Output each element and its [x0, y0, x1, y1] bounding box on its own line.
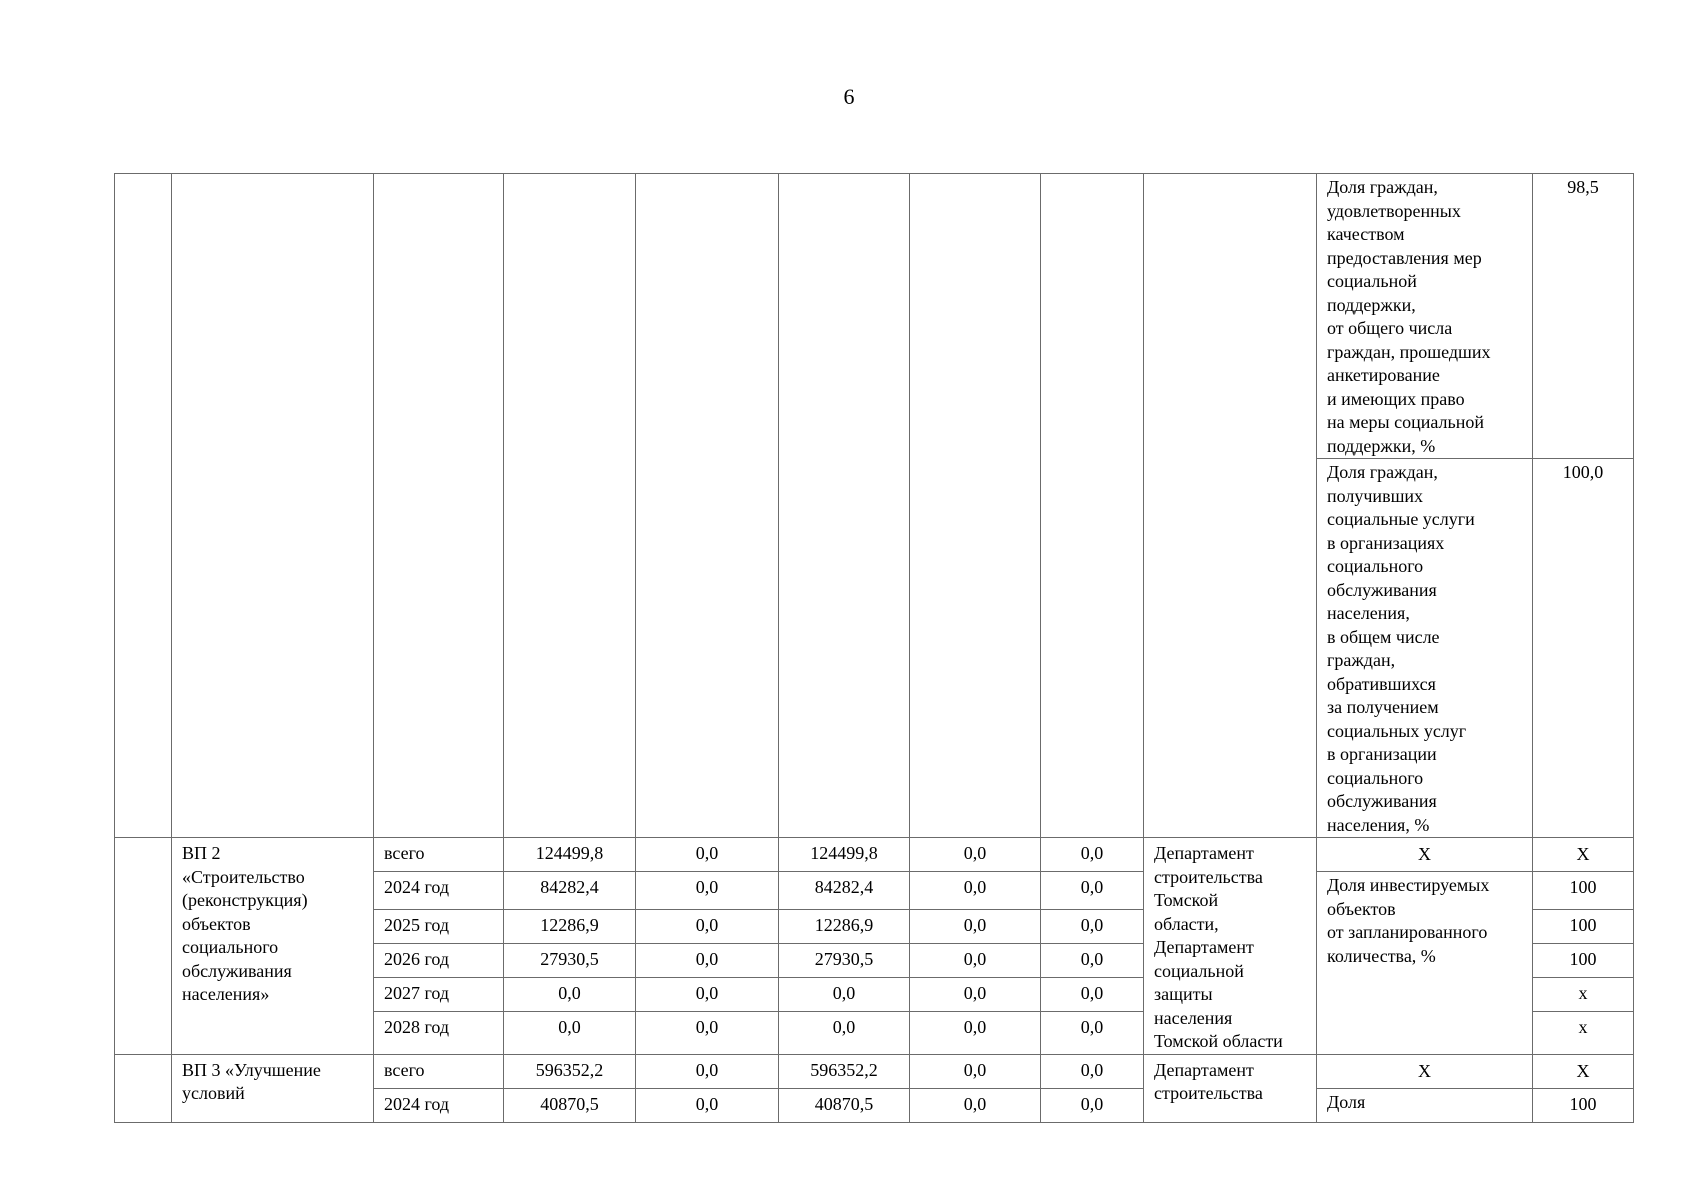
indicator-header-mark: X [1418, 1060, 1431, 1081]
regional-value: 27930,5 [814, 948, 874, 969]
period-label: 2025 год [384, 914, 450, 935]
other-value: 0,0 [1080, 877, 1104, 897]
indicator-value-cell [1533, 459, 1634, 838]
subprogram-name: ВП 2 «Строительство (реконструкция) объектов социального обслуживания населения» [182, 843, 308, 1004]
indicator-value: 100 [1569, 877, 1597, 897]
period-cell [374, 838, 504, 872]
empty-cell [115, 838, 172, 1055]
value-cell [779, 1011, 910, 1054]
executor-text: Департамент строительства [1154, 1059, 1263, 1103]
executor-cell [1144, 1054, 1317, 1122]
indicator-text: Доля граждан, получивших социальные услуги в организациях социального обслуживания населения, в общем числе граждан, обратившихся за получением социальных услуг в организации социального обслуживания населения, % [1327, 462, 1475, 835]
value-cell [779, 872, 910, 910]
empty-cell [636, 174, 779, 838]
value-cell [636, 977, 779, 1011]
indicator-cell [1317, 459, 1533, 838]
executor-cell [1144, 838, 1317, 1055]
value-cell [636, 943, 779, 977]
period-label: 2024 год [384, 1093, 450, 1114]
value-cell [910, 943, 1041, 977]
federal-value: 0,0 [695, 1093, 719, 1114]
indicator-text: Доля инвестируемых объектов от запланированного количества, % [1327, 875, 1490, 966]
value-cell [636, 1011, 779, 1054]
indicator-value-cell [1533, 174, 1634, 459]
value-cell [504, 909, 636, 943]
total-value: 84282,4 [540, 877, 599, 897]
indicator-header-value-cell [1533, 1054, 1634, 1088]
total-value: 40870,5 [540, 1093, 599, 1114]
empty-cell [172, 174, 374, 838]
regional-value: 40870,5 [814, 1093, 874, 1114]
local-value: 0,0 [963, 877, 987, 897]
indicator-value-cell [1533, 943, 1634, 977]
indicator-value: 100 [1569, 1093, 1597, 1114]
value-cell [779, 909, 910, 943]
value-cell [504, 1054, 636, 1088]
subprogram-name-cell [172, 1054, 374, 1122]
period-label: всего [384, 843, 425, 863]
value-cell [1041, 1011, 1144, 1054]
other-value: 0,0 [1080, 914, 1104, 935]
indicator-value: 98,5 [1567, 177, 1599, 197]
local-value: 0,0 [963, 1093, 987, 1114]
value-cell [504, 1088, 636, 1122]
local-value: 0,0 [963, 843, 987, 863]
table-row [115, 1054, 1634, 1088]
empty-cell [1144, 174, 1317, 838]
other-value: 0,0 [1080, 1059, 1104, 1080]
indicator-header-cell [1317, 838, 1533, 872]
total-value: 0,0 [558, 1016, 581, 1037]
indicator-header-mark: X [1418, 844, 1431, 864]
executor-text: Департамент строительства Томской области, Департамент социальной защиты населения Томской области [1154, 843, 1283, 1051]
indicator-value-cell [1533, 872, 1634, 910]
local-value: 0,0 [963, 914, 987, 935]
value-cell [910, 1054, 1041, 1088]
program-table [114, 173, 1634, 1123]
value-cell [779, 977, 910, 1011]
value-cell [504, 977, 636, 1011]
regional-value: 0,0 [832, 982, 856, 1003]
indicator-header-cell [1317, 1054, 1533, 1088]
period-label: 2026 год [384, 948, 450, 969]
value-cell [910, 1088, 1041, 1122]
federal-value: 0,0 [695, 948, 719, 969]
value-cell [504, 872, 636, 910]
local-value: 0,0 [963, 1016, 987, 1037]
value-cell [504, 943, 636, 977]
value-cell [1041, 977, 1144, 1011]
period-label: всего [384, 1059, 425, 1080]
value-cell [636, 872, 779, 910]
indicator-value: 100 [1569, 948, 1597, 969]
regional-value: 124499,8 [810, 843, 878, 863]
indicator-cell [1317, 1088, 1533, 1122]
subprogram-name-cell [172, 838, 374, 1055]
empty-cell [779, 174, 910, 838]
indicator-header-value: X [1576, 1060, 1590, 1081]
indicator-value-cell [1533, 1088, 1634, 1122]
value-cell [910, 977, 1041, 1011]
total-value: 12286,9 [540, 914, 599, 935]
empty-cell [374, 174, 504, 838]
indicator-header-value: X [1576, 844, 1590, 864]
regional-value: 596352,2 [810, 1059, 878, 1080]
period-cell [374, 1088, 504, 1122]
federal-value: 0,0 [695, 1016, 719, 1037]
indicator-value-cell [1533, 909, 1634, 943]
period-label: 2027 год [384, 982, 450, 1003]
period-cell [374, 943, 504, 977]
value-cell [636, 909, 779, 943]
empty-cell [1041, 174, 1144, 838]
other-value: 0,0 [1080, 843, 1104, 863]
value-cell [504, 838, 636, 872]
table-row [115, 838, 1634, 872]
value-cell [1041, 1088, 1144, 1122]
value-cell [1041, 1054, 1144, 1088]
value-cell [636, 838, 779, 872]
other-value: 0,0 [1080, 1016, 1104, 1037]
total-value: 596352,2 [535, 1059, 604, 1080]
indicator-cell [1317, 174, 1533, 459]
regional-value: 84282,4 [814, 877, 874, 897]
period-cell [374, 909, 504, 943]
value-cell [636, 1088, 779, 1122]
empty-cell [910, 174, 1041, 838]
federal-value: 0,0 [695, 914, 719, 935]
period-label: 2024 год [384, 877, 450, 897]
indicator-text: Доля [1327, 1091, 1366, 1112]
value-cell [779, 838, 910, 872]
value-cell [910, 909, 1041, 943]
value-cell [504, 1011, 636, 1054]
total-value: 124499,8 [535, 843, 604, 863]
other-value: 0,0 [1080, 948, 1104, 969]
value-cell [1041, 943, 1144, 977]
indicator-value-cell [1533, 977, 1634, 1011]
federal-value: 0,0 [695, 877, 719, 897]
empty-cell [504, 174, 636, 838]
federal-value: 0,0 [695, 1059, 719, 1080]
table-row [115, 174, 1634, 459]
federal-value: 0,0 [695, 843, 719, 863]
value-cell [910, 838, 1041, 872]
value-cell [636, 1054, 779, 1088]
local-value: 0,0 [963, 982, 987, 1003]
value-cell [910, 872, 1041, 910]
total-value: 0,0 [558, 982, 581, 1003]
indicator-text: Доля граждан, удовлетворенных качеством предоставления мер социальной поддержки, от общего числа граждан, прошедших анкетирование и имеющих право на меры социальной поддержки, % [1327, 177, 1491, 456]
indicator-header-value-cell [1533, 838, 1634, 872]
total-value: 27930,5 [540, 948, 599, 969]
period-cell [374, 977, 504, 1011]
period-cell [374, 872, 504, 910]
indicator-value: x [1578, 1016, 1588, 1037]
federal-value: 0,0 [695, 982, 719, 1003]
indicator-value: x [1578, 982, 1588, 1003]
value-cell [779, 1088, 910, 1122]
subprogram-name: ВП 3 «Улучшение условий [182, 1059, 321, 1103]
value-cell [1041, 909, 1144, 943]
indicator-cell [1317, 872, 1533, 1055]
regional-value: 12286,9 [814, 914, 874, 935]
indicator-value-cell [1533, 1011, 1634, 1054]
indicator-value: 100,0 [1562, 462, 1604, 482]
regional-value: 0,0 [832, 1016, 856, 1037]
value-cell [1041, 872, 1144, 910]
period-cell [374, 1054, 504, 1088]
local-value: 0,0 [963, 1059, 987, 1080]
value-cell [1041, 838, 1144, 872]
empty-cell [115, 174, 172, 838]
page-number: 6 [843, 84, 855, 109]
value-cell [779, 1054, 910, 1088]
period-label: 2028 год [384, 1016, 450, 1037]
local-value: 0,0 [963, 948, 987, 969]
period-cell [374, 1011, 504, 1054]
empty-cell [115, 1054, 172, 1122]
other-value: 0,0 [1080, 982, 1104, 1003]
indicator-value: 100 [1569, 914, 1597, 935]
value-cell [779, 943, 910, 977]
value-cell [910, 1011, 1041, 1054]
other-value: 0,0 [1080, 1093, 1104, 1114]
